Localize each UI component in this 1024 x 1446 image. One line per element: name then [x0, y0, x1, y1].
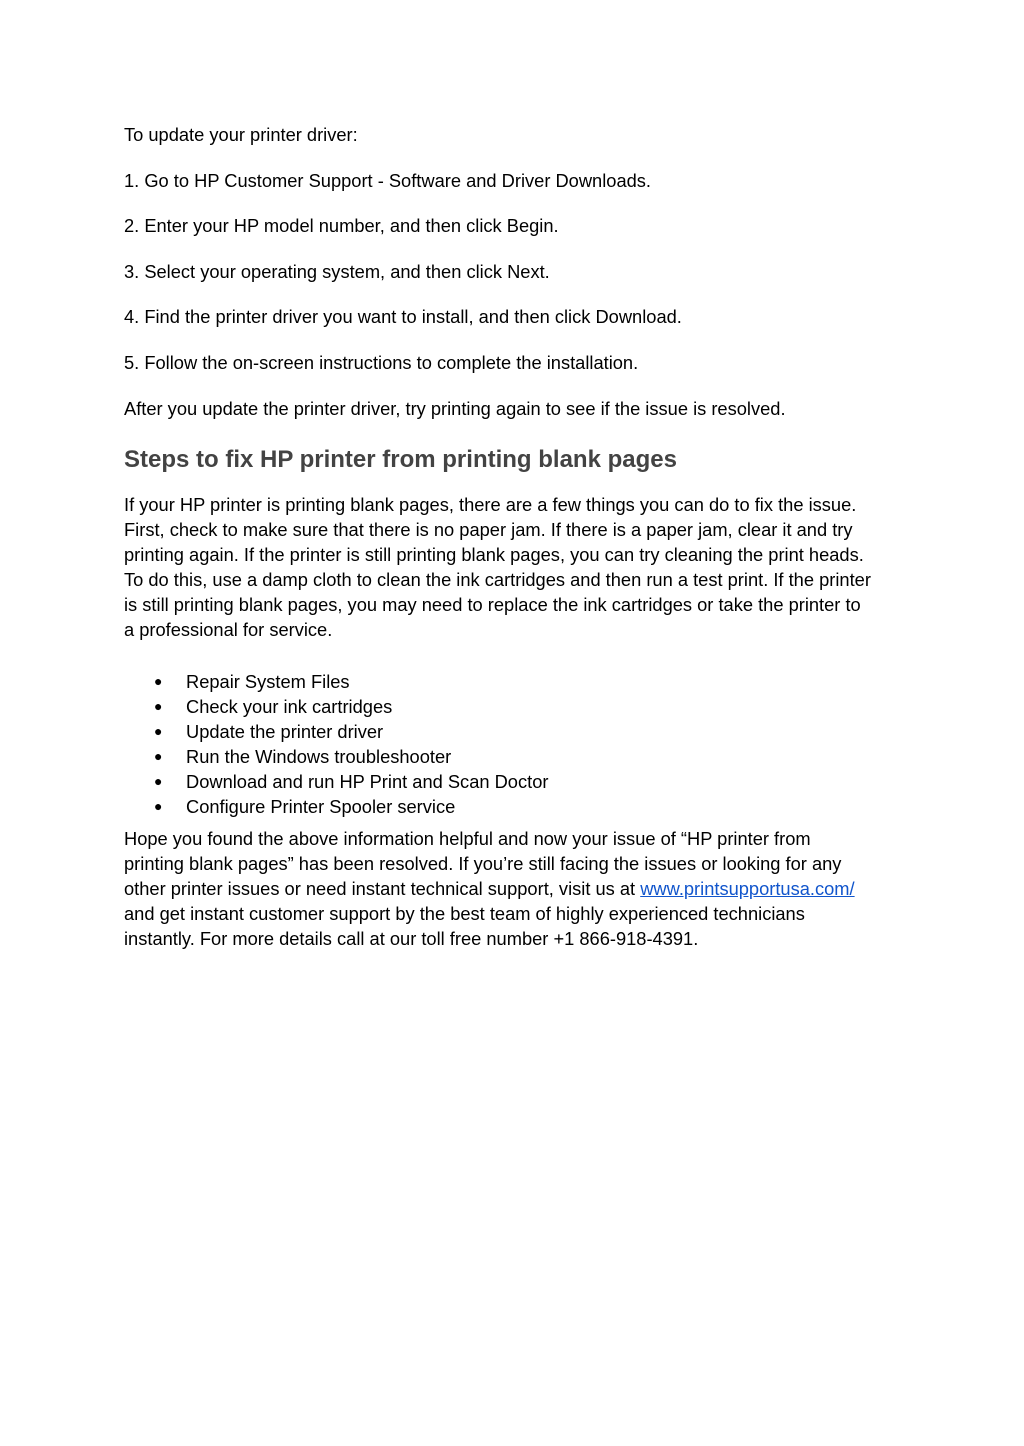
closing-line: [124, 876, 904, 901]
bullet-icon: ●: [154, 673, 163, 689]
step-2: 2. Enter your HP model number, and then click Begin.: [124, 215, 559, 236]
paragraph-line: To do this, use a damp cloth to clean the ink cartridges and then run a test print. If the printer: [124, 569, 871, 590]
closing-line: printing blank pages” has been resolved. If you’re still facing the issues or looking for any: [124, 853, 842, 874]
list-item-label: Configure Printer Spooler service: [186, 796, 456, 817]
fix-paragraph: [124, 492, 904, 642]
closing-text: other printer issues or need instant technical support, visit us at: [124, 878, 641, 899]
paragraph-line: printing again. If the printer is still printing blank pages, you can try cleaning the print heads.: [124, 544, 864, 565]
list-item-label: Check your ink cartridges: [186, 696, 393, 717]
list-item: [124, 744, 904, 769]
paragraph-line: is still printing blank pages, you may need to replace the ink cartridges or take the printer to: [124, 594, 861, 615]
bullet-icon: ●: [154, 798, 163, 814]
list-item-label: Run the Windows troubleshooter: [186, 746, 452, 767]
paragraph-line: a professional for service.: [124, 619, 333, 640]
closing-line: and get instant customer support by the best team of highly experienced technicians: [124, 903, 805, 924]
closing-paragraph: [124, 826, 904, 951]
list-item-label: Update the printer driver: [186, 721, 384, 742]
bullet-icon: ●: [154, 748, 163, 764]
paragraph-line: If your HP printer is printing blank pages, there are a few things you can do to fix the issue.: [124, 494, 857, 515]
bullet-icon: ●: [154, 773, 163, 789]
list-item: [124, 769, 904, 794]
closing-line: Hope you found the above information helpful and now your issue of “HP printer from: [124, 828, 811, 849]
paragraph-line: First, check to make sure that there is no paper jam. If there is a paper jam, clear it and try: [124, 519, 853, 540]
bullet-icon: ●: [154, 698, 163, 714]
step-3: 3. Select your operating system, and then click Next.: [124, 261, 550, 282]
list-item: [124, 794, 904, 819]
document-page: [124, 122, 904, 951]
list-item: [124, 669, 904, 694]
step-4: 4. Find the printer driver you want to install, and then click Download.: [124, 306, 682, 327]
intro-text: To update your printer driver:: [124, 124, 358, 145]
list-item: [124, 694, 904, 719]
step-5: 5. Follow the on-screen instructions to complete the installation.: [124, 352, 639, 373]
step-1: 1. Go to HP Customer Support - Software and Driver Downloads.: [124, 170, 652, 191]
closing-line: instantly. For more details call at our toll free number +1 866-918-4391.: [124, 928, 699, 949]
fix-steps-list: [124, 669, 904, 819]
section-heading: Steps to fix HP printer from printing blank pages: [124, 446, 677, 473]
list-item-label: Repair System Files: [186, 671, 350, 692]
bullet-icon: ●: [154, 723, 163, 739]
website-link[interactable]: www.printsupportusa.com/: [640, 878, 855, 899]
list-item: [124, 719, 904, 744]
after-update-text: After you update the printer driver, try printing again to see if the issue is resolved.: [124, 398, 786, 419]
list-item-label: Download and run HP Print and Scan Doctor: [186, 771, 549, 792]
